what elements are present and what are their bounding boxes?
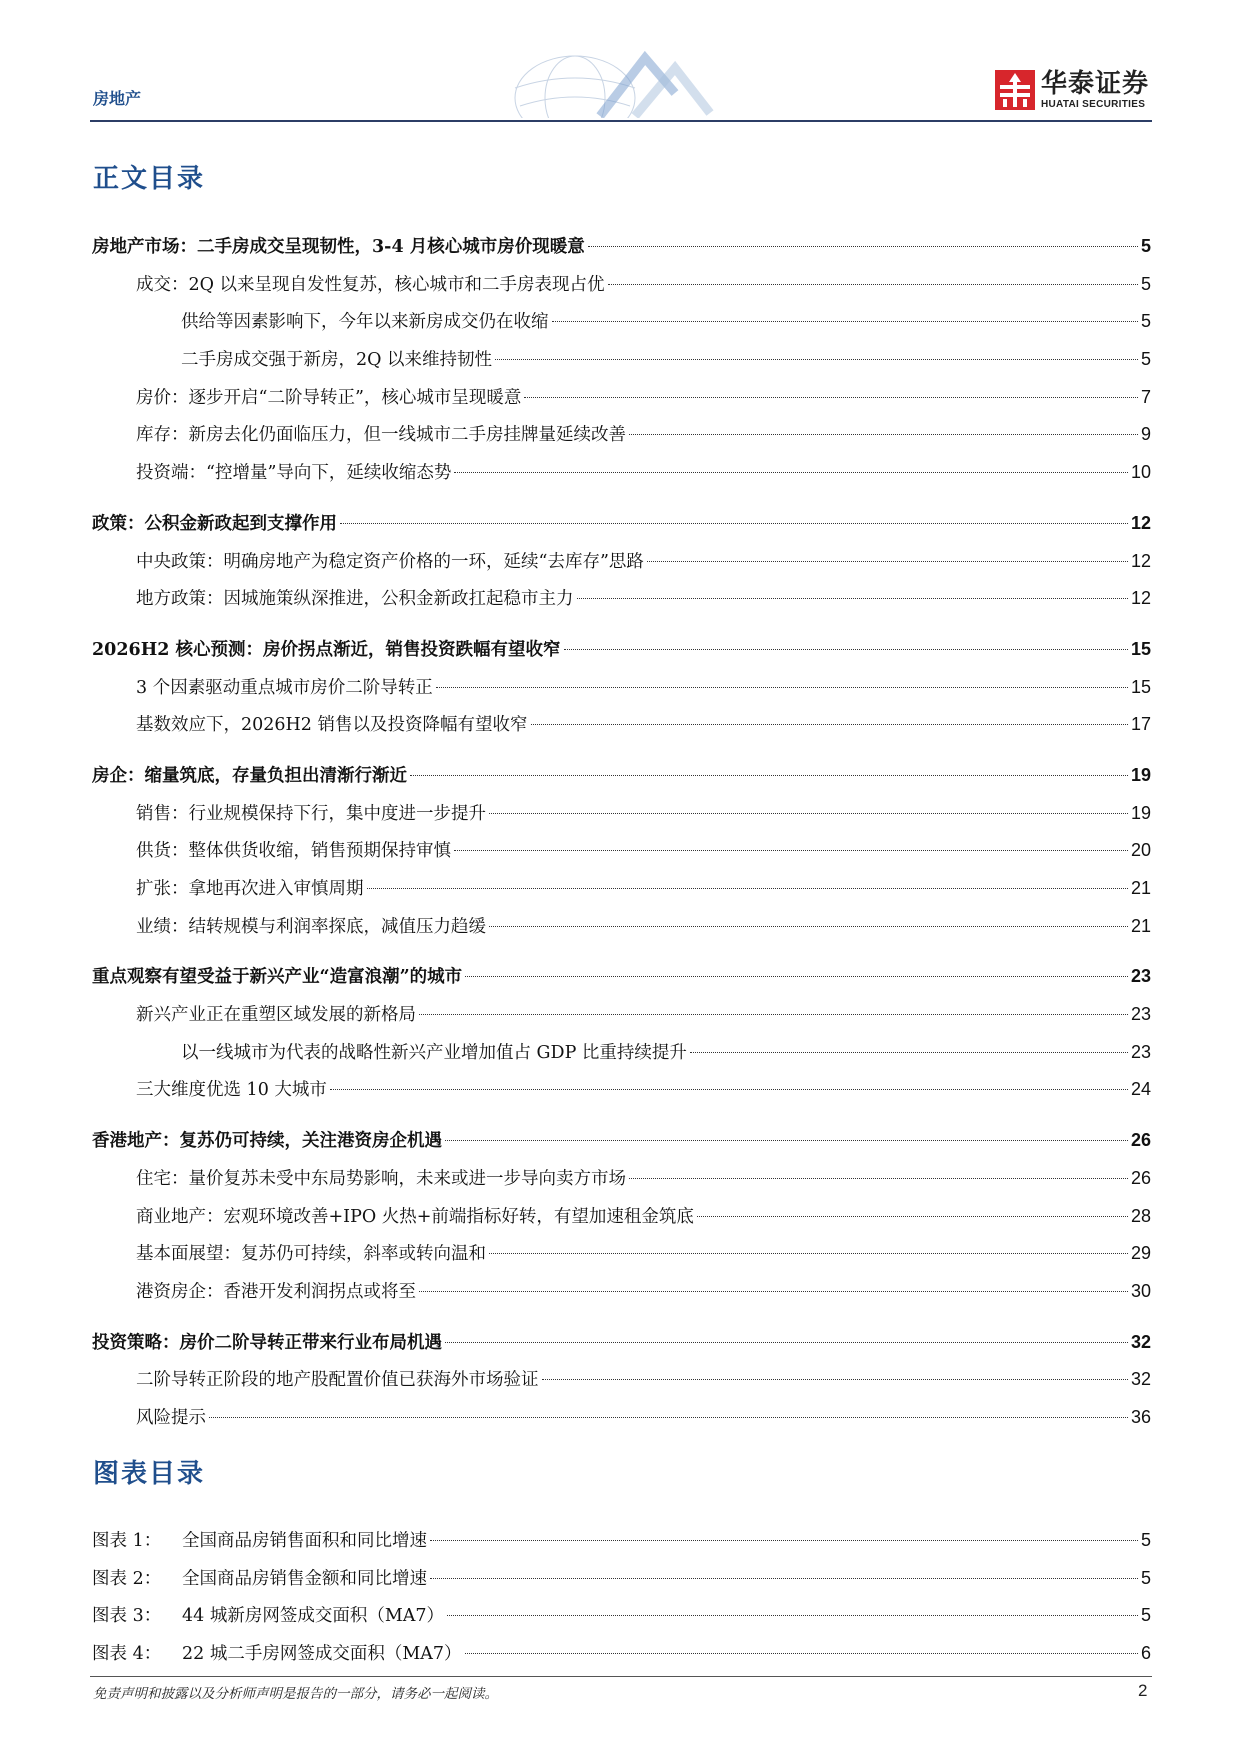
toc-entry-page: 12	[1130, 588, 1151, 609]
toc-entry-text: 库存：新房去化仍面临压力，但一线城市二手房挂牌量延续改善	[136, 425, 626, 446]
toc-entry-page: 26	[1130, 1167, 1151, 1188]
toc-entry-page: 23	[1130, 1041, 1151, 1062]
figure-dot-leader	[430, 1540, 1138, 1541]
toc-entry-text: 3 个因素驱动重点城市房价二阶导转正	[136, 677, 433, 698]
figure-page: 5	[1140, 1567, 1151, 1588]
header-globe-graphic	[470, 48, 770, 118]
toc-entry-text: 港资房企：香港开发利润拐点或将至	[136, 1281, 416, 1302]
toc-dot-leader	[454, 850, 1128, 851]
toc-entry[interactable]	[92, 303, 1151, 341]
figure-page: 5	[1140, 1605, 1151, 1625]
toc-entry[interactable]	[92, 228, 1151, 266]
figure-title: 全国商品房销售面积和同比增速	[182, 1531, 427, 1551]
toc-entry-text: 二手房成交强于新房，2Q 以来维持韧性	[181, 350, 493, 371]
brand-name-en: HUATAI SECURITIES	[1041, 98, 1146, 110]
toc-entry-page: 5	[1140, 349, 1151, 370]
footer-divider	[90, 1676, 1152, 1677]
toc-entry-text: 房地产市场：二手房成交呈现韧性，3-4 月核心城市房价现暖意	[92, 237, 585, 257]
toc-entry-page: 32	[1130, 1331, 1151, 1352]
header-divider	[90, 120, 1152, 122]
page-number: 2	[1138, 1681, 1148, 1700]
toc-entry-page: 15	[1130, 638, 1151, 659]
toc-entry-text: 地方政策：因城施策纵深推进，公积金新政扛起稳市主力	[136, 589, 574, 610]
toc-entry[interactable]	[92, 996, 1151, 1034]
toc-entry-text: 新兴产业正在重塑区域发展的新格局	[136, 1005, 416, 1026]
toc-entry-page: 5	[1140, 311, 1151, 332]
toc-entry[interactable]	[92, 1399, 1151, 1437]
toc-dot-leader	[647, 561, 1128, 562]
toc-dot-leader	[588, 246, 1138, 247]
toc-entry[interactable]	[92, 505, 1151, 543]
toc-entry-page: 21	[1130, 878, 1151, 898]
toc-dot-leader	[690, 1052, 1128, 1053]
toc-entry-text: 2026H2 核心预测：房价拐点渐近，销售投资跌幅有望收窄	[92, 639, 561, 660]
toc-entry-text: 以一线城市为代表的战略性新兴产业增加值占 GDP 比重持续提升	[181, 1042, 687, 1063]
toc-dot-leader	[436, 687, 1128, 688]
toc-dot-leader	[524, 397, 1138, 398]
toc-dot-leader	[489, 926, 1128, 927]
toc-entry-page: 29	[1130, 1243, 1151, 1264]
toc-entry-page: 30	[1130, 1280, 1151, 1301]
toc-entry-text: 住宅：量价复苏未受中东局势影响，未来或进一步导向卖方市场	[136, 1168, 626, 1189]
toc-entry-text: 中央政策：明确房地产为稳定资产价格的一环，延续“去库存”思路	[136, 551, 644, 572]
toc-entry-page: 23	[1130, 966, 1151, 987]
toc-entry[interactable]	[92, 379, 1151, 417]
toc-entry[interactable]	[92, 870, 1151, 908]
toc-dot-leader	[454, 472, 1128, 473]
toc-entry-page: 26	[1130, 1130, 1151, 1151]
toc-entry-text: 二阶导转正阶段的地产股配置价值已获海外市场验证	[136, 1370, 539, 1391]
toc-entry[interactable]	[92, 416, 1151, 454]
toc-dot-leader	[209, 1417, 1128, 1418]
toc-entry-text: 供给等因素影响下，今年以来新房成交仍在收缩	[181, 312, 549, 333]
toc-dot-leader	[577, 598, 1128, 599]
figure-page: 6	[1140, 1642, 1151, 1663]
huatai-logo	[995, 70, 1149, 110]
toc-entry-text: 销售：行业规模保持下行，集中度进一步提升	[136, 803, 486, 824]
figure-title: 22 城二手房网签成交面积（MA7）	[182, 1643, 462, 1664]
toc-entry[interactable]	[92, 908, 1151, 946]
toc-entry[interactable]	[92, 1235, 1151, 1273]
toc-dot-leader	[367, 888, 1128, 889]
toc-entry-text: 投资端：“控增量”导向下，延续收缩态势	[136, 463, 452, 484]
toc-title: 正文目录	[93, 164, 206, 194]
toc-entry-text: 重点观察有望受益于新兴产业“造富浪潮”的城市	[92, 967, 463, 988]
toc-entry[interactable]	[92, 1160, 1151, 1198]
toc-dot-leader	[495, 359, 1138, 360]
toc-dot-leader	[542, 1379, 1128, 1380]
toc-entry[interactable]	[92, 832, 1151, 870]
toc-entry-page: 28	[1130, 1205, 1151, 1226]
toc-entry-page: 15	[1130, 676, 1151, 697]
huatai-logo-icon	[995, 70, 1035, 110]
toc-entry[interactable]	[92, 1361, 1151, 1399]
toc-dot-leader	[410, 775, 1128, 776]
toc-dot-leader	[330, 1089, 1128, 1090]
toc-entry[interactable]	[92, 706, 1151, 744]
toc-entry-page: 19	[1130, 764, 1151, 785]
figure-number: 图表 4：	[92, 1643, 162, 1664]
toc-entry[interactable]	[92, 757, 1151, 795]
toc-dot-leader	[697, 1216, 1128, 1217]
toc-entry[interactable]	[92, 1034, 1151, 1072]
toc-entry-text: 房价：逐步开启“二阶导转正”，核心城市呈现暖意	[136, 387, 522, 408]
figure-number: 图表 3：	[92, 1606, 162, 1626]
toc-dot-leader	[340, 523, 1128, 524]
figure-dot-leader	[430, 1578, 1138, 1579]
brand-name-cn: 华泰证券	[1041, 68, 1150, 99]
toc-dot-leader	[608, 284, 1138, 285]
toc-entry[interactable]	[92, 1071, 1151, 1109]
toc-entry-page: 7	[1140, 386, 1151, 407]
figure-list-entry[interactable]	[92, 1635, 1151, 1673]
toc-entry[interactable]	[92, 795, 1151, 833]
toc-dot-leader	[629, 434, 1138, 435]
figure-list-entry[interactable]	[92, 1597, 1151, 1635]
toc-entry[interactable]	[92, 1273, 1151, 1311]
toc-dot-leader	[419, 1291, 1128, 1292]
toc-dot-leader	[465, 976, 1128, 977]
toc-entry-text: 基数效应下，2026H2 销售以及投资降幅有望收窄	[136, 715, 528, 736]
toc-entry-page: 12	[1130, 550, 1151, 571]
toc-entry-text: 商业地产：宏观环境改善+IPO 火热+前端指标好转，有望加速租金筑底	[136, 1206, 694, 1227]
toc-dot-leader	[445, 1140, 1128, 1141]
toc-entry-page: 21	[1130, 915, 1151, 936]
toc-entry-page: 5	[1140, 273, 1151, 294]
toc-entry-page: 23	[1130, 1004, 1151, 1025]
toc-entry[interactable]	[92, 580, 1151, 618]
toc-entry-page: 17	[1130, 714, 1151, 735]
toc-entry-text: 业绩：结转规模与利润率探底，减值压力趋缓	[136, 916, 486, 937]
toc-entry-text: 投资策略：房价二阶导转正带来行业布局机遇	[92, 1332, 442, 1353]
toc-entry-page: 9	[1140, 424, 1151, 445]
toc-dot-leader	[489, 813, 1128, 814]
toc-entry[interactable]	[92, 1122, 1151, 1160]
figure-number: 图表 2：	[92, 1568, 162, 1589]
toc-entry[interactable]	[92, 958, 1151, 996]
toc-entry[interactable]	[92, 454, 1151, 492]
toc-entry-page: 5	[1140, 236, 1151, 256]
figure-dot-leader	[465, 1653, 1138, 1654]
toc-dot-leader	[419, 1014, 1128, 1015]
toc-entry-page: 36	[1130, 1406, 1151, 1427]
toc-entry-text: 风险提示	[136, 1407, 206, 1428]
toc-entry-text: 成交：2Q 以来呈现自发性复苏，核心城市和二手房表现占优	[136, 274, 605, 295]
toc-entry[interactable]	[92, 1324, 1151, 1362]
toc-entry[interactable]	[92, 341, 1151, 379]
figure-list	[92, 1522, 1151, 1672]
toc-entry-page: 20	[1130, 840, 1151, 861]
toc-list	[92, 228, 1151, 1437]
toc-entry-page: 24	[1130, 1079, 1151, 1100]
toc-entry-page: 10	[1130, 462, 1151, 483]
figure-title: 44 城新房网签成交面积（MA7）	[182, 1606, 445, 1626]
toc-dot-leader	[629, 1178, 1128, 1179]
toc-entry-text: 香港地产：复苏仍可持续，关注港资房企机遇	[92, 1131, 442, 1152]
figure-page: 5	[1140, 1530, 1151, 1550]
figure-list-entry[interactable]	[92, 1522, 1151, 1560]
figure-title: 全国商品房销售金额和同比增速	[182, 1568, 427, 1589]
toc-entry-text: 政策：公积金新政起到支撑作用	[92, 513, 337, 534]
footer-disclaimer: 免责声明和披露以及分析师声明是报告的一部分，请务必一起阅读。	[93, 1686, 498, 1702]
toc-entry-text: 房企：缩量筑底，存量负担出清渐行渐近	[92, 765, 407, 786]
figure-dot-leader	[447, 1615, 1138, 1616]
toc-entry[interactable]	[92, 631, 1151, 669]
toc-entry[interactable]	[92, 543, 1151, 581]
toc-dot-leader	[531, 724, 1128, 725]
toc-entry-page: 19	[1130, 802, 1151, 823]
figure-list-title: 图表目录	[93, 1459, 206, 1489]
toc-dot-leader	[564, 649, 1128, 650]
toc-entry-text: 扩张：拿地再次进入审慎周期	[136, 879, 364, 899]
toc-dot-leader	[445, 1342, 1128, 1343]
toc-entry-page: 32	[1130, 1369, 1151, 1390]
toc-entry[interactable]	[92, 1198, 1151, 1236]
toc-entry[interactable]	[92, 669, 1151, 707]
header-sector-label: 房地产	[93, 89, 142, 108]
toc-entry-text: 供货：整体供货收缩，销售预期保持审慎	[136, 841, 451, 862]
toc-entry-text: 三大维度优选 10 大城市	[136, 1080, 327, 1101]
toc-entry-text: 基本面展望：复苏仍可持续，斜率或转向温和	[136, 1244, 486, 1265]
figure-list-entry[interactable]	[92, 1560, 1151, 1598]
figure-number: 图表 1：	[92, 1531, 162, 1551]
toc-entry[interactable]	[92, 266, 1151, 304]
toc-entry-page: 12	[1130, 512, 1151, 533]
toc-dot-leader	[552, 321, 1138, 322]
toc-dot-leader	[489, 1253, 1128, 1254]
